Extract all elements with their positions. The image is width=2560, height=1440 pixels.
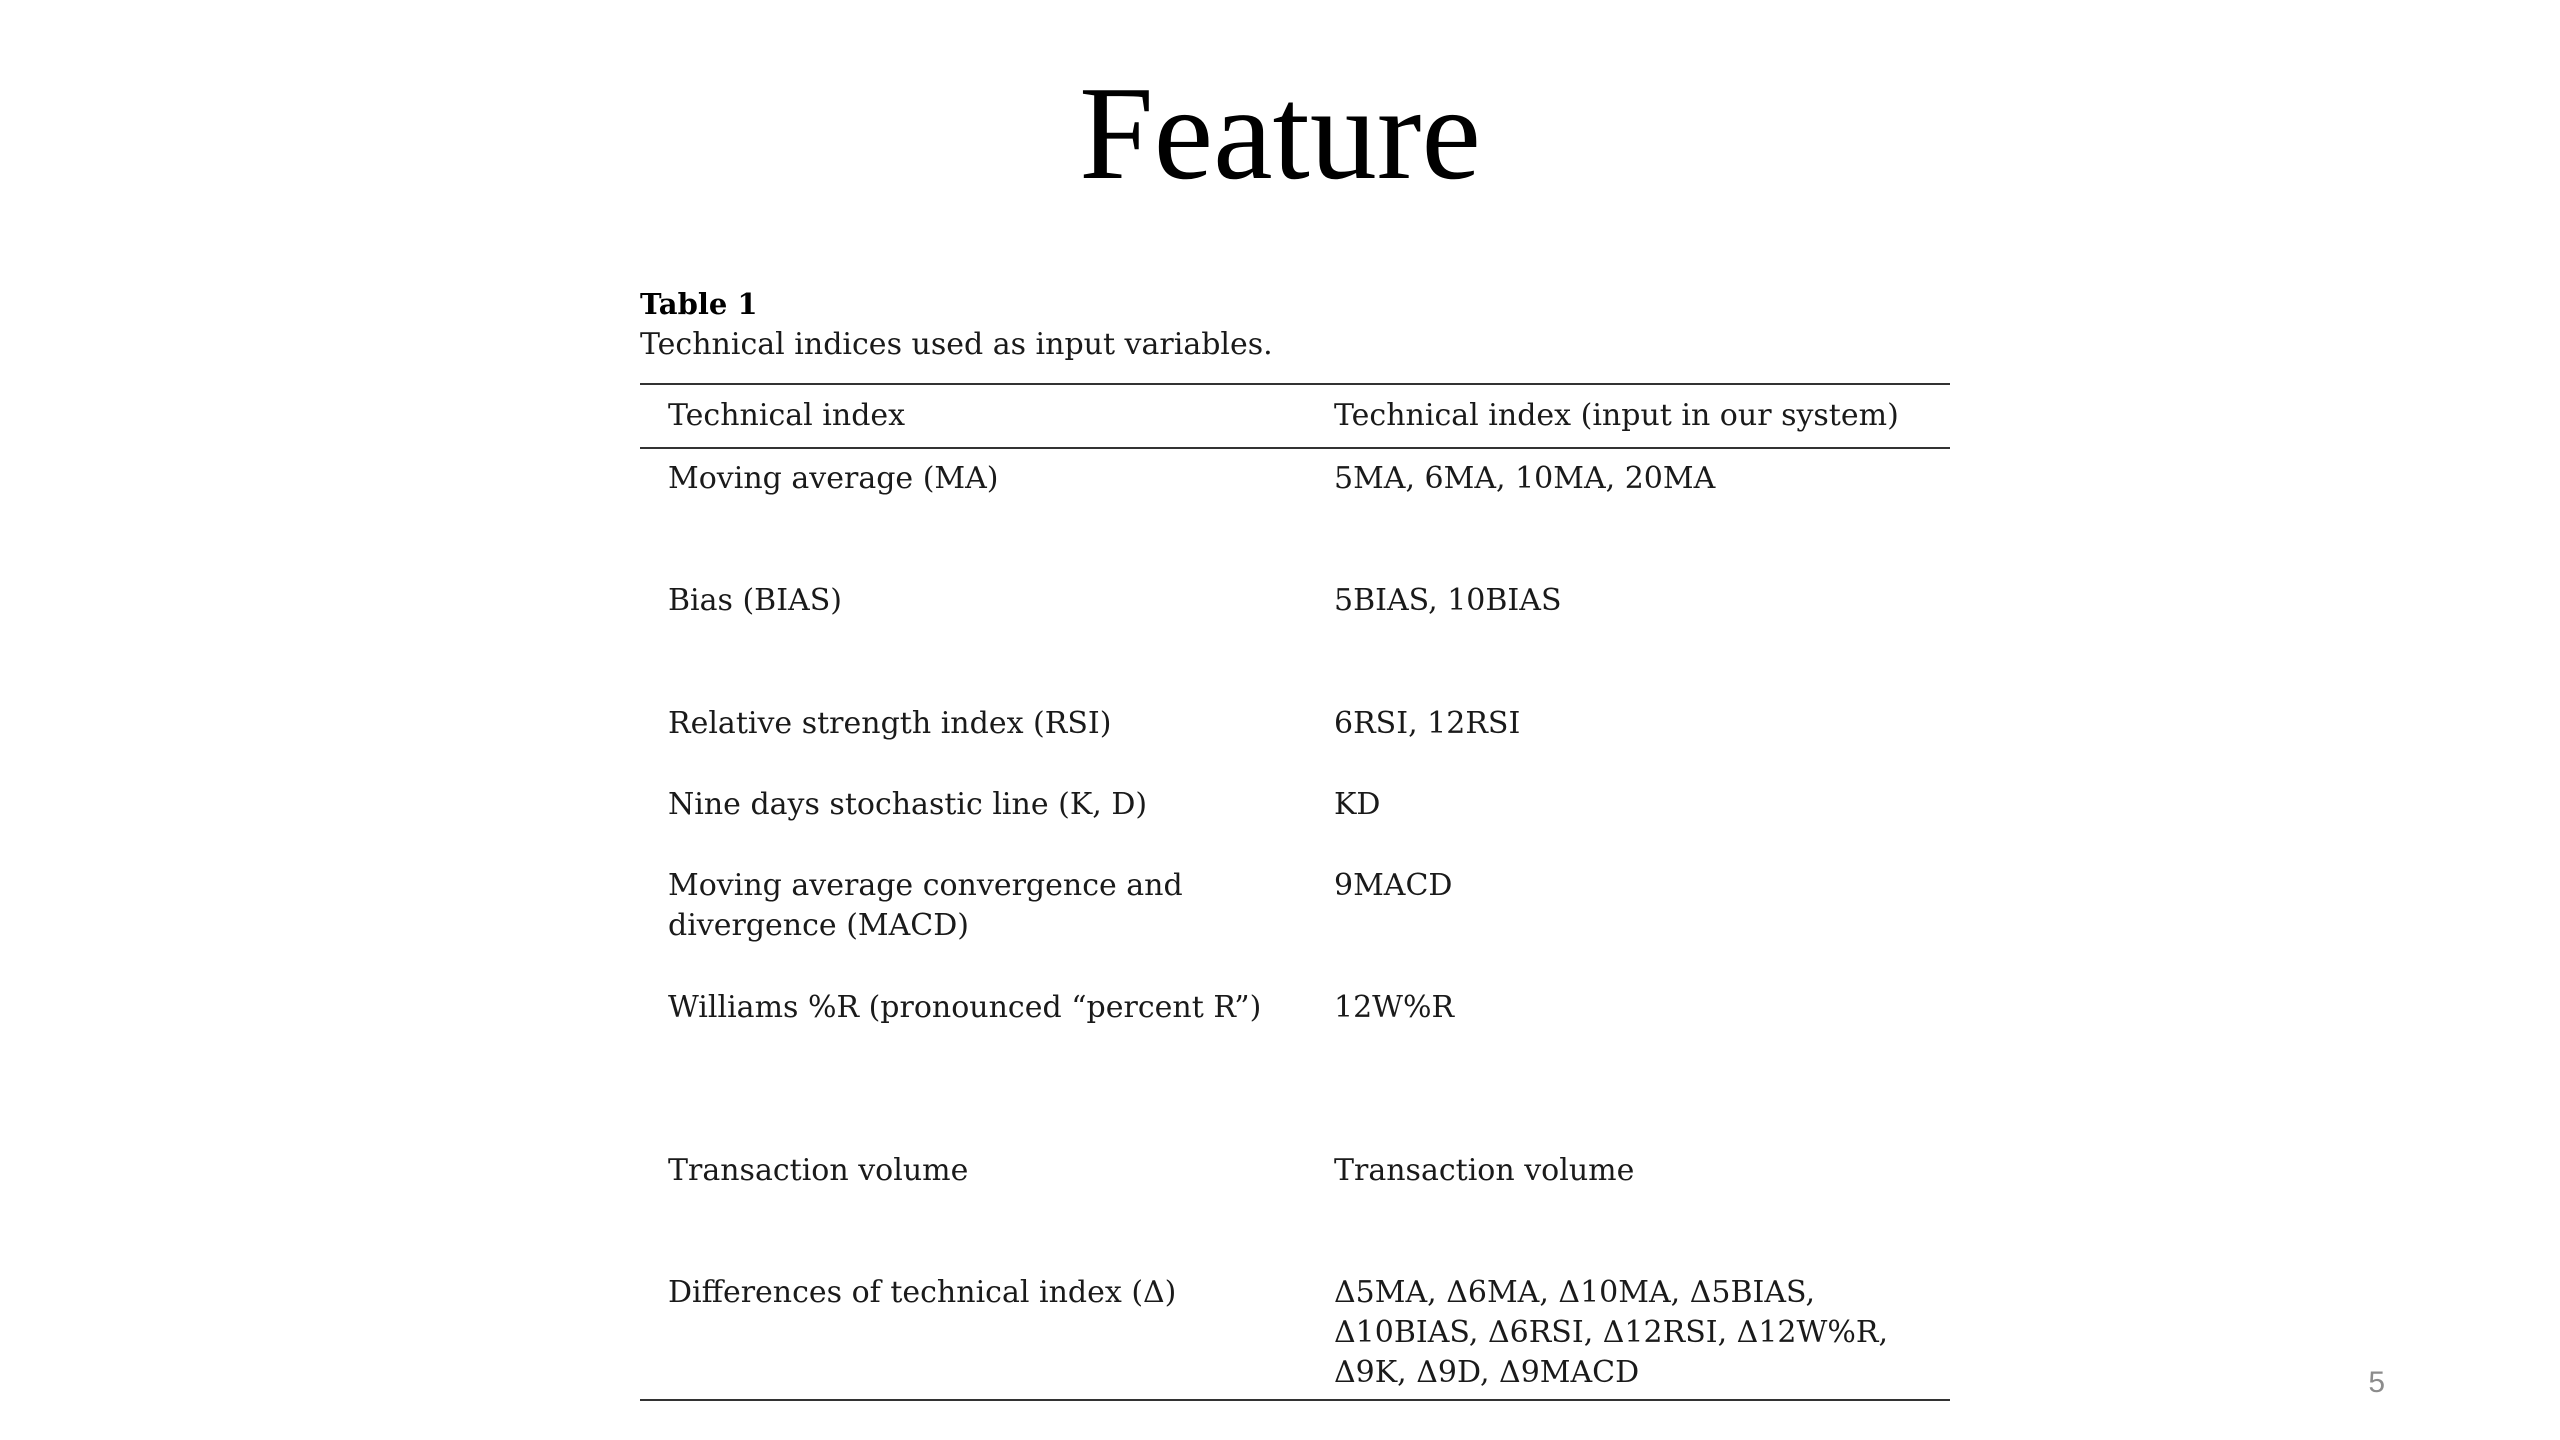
table-row (640, 978, 1950, 1141)
table-row (640, 856, 1950, 978)
system-input-cell: 6RSI, 12RSI (1334, 706, 1521, 741)
table-row (640, 1263, 1950, 1399)
table-row (640, 1141, 1950, 1263)
technical-index-cell: Bias (BIAS) (668, 583, 842, 618)
slide-title: Feature (1079, 59, 1481, 207)
table-row (640, 571, 1950, 694)
system-input-cell: 12W%R (1334, 990, 1455, 1025)
table-label: Table 1 (640, 287, 758, 321)
technical-index-cell: Transaction volume (668, 1153, 969, 1188)
technical-indices-table (640, 283, 1950, 1401)
system-input-cell: KD (1334, 787, 1381, 822)
table-header-row (640, 385, 1950, 447)
page-number: 5 (2368, 1366, 2385, 1399)
technical-index-cell: Relative strength index (RSI) (668, 706, 1112, 741)
system-input-cell: Δ5MA, Δ6MA, Δ10MA, Δ5BIAS, Δ10BIAS, Δ6RSI, Δ12RSI, Δ12W%R, Δ9K, Δ9D, Δ9MACD (1334, 1275, 1888, 1390)
technical-index-cell: Moving average (MA) (668, 461, 999, 496)
system-input-cell: 9MACD (1334, 868, 1453, 903)
table-row (640, 449, 1950, 571)
technical-index-cell: Williams %R (pronounced “percent R”) (668, 990, 1262, 1025)
technical-index-cell: Moving average convergence and divergence (MACD) (668, 868, 1183, 943)
technical-index-cell: Nine days stochastic line (K, D) (668, 787, 1148, 822)
table-bottom-rule (640, 1399, 1950, 1401)
system-input-cell: Transaction volume (1334, 1153, 1635, 1188)
technical-index-cell: Differences of technical index (Δ) (668, 1275, 1177, 1310)
table-row (640, 775, 1950, 856)
system-input-cell: 5MA, 6MA, 10MA, 20MA (1334, 461, 1716, 496)
column-header-technical-index: Technical index (668, 398, 906, 433)
table-caption: Technical indices used as input variables. (640, 327, 1273, 362)
column-header-system-input: Technical index (input in our system) (1334, 398, 1899, 433)
system-input-cell: 5BIAS, 10BIAS (1334, 583, 1562, 618)
table-row (640, 694, 1950, 775)
